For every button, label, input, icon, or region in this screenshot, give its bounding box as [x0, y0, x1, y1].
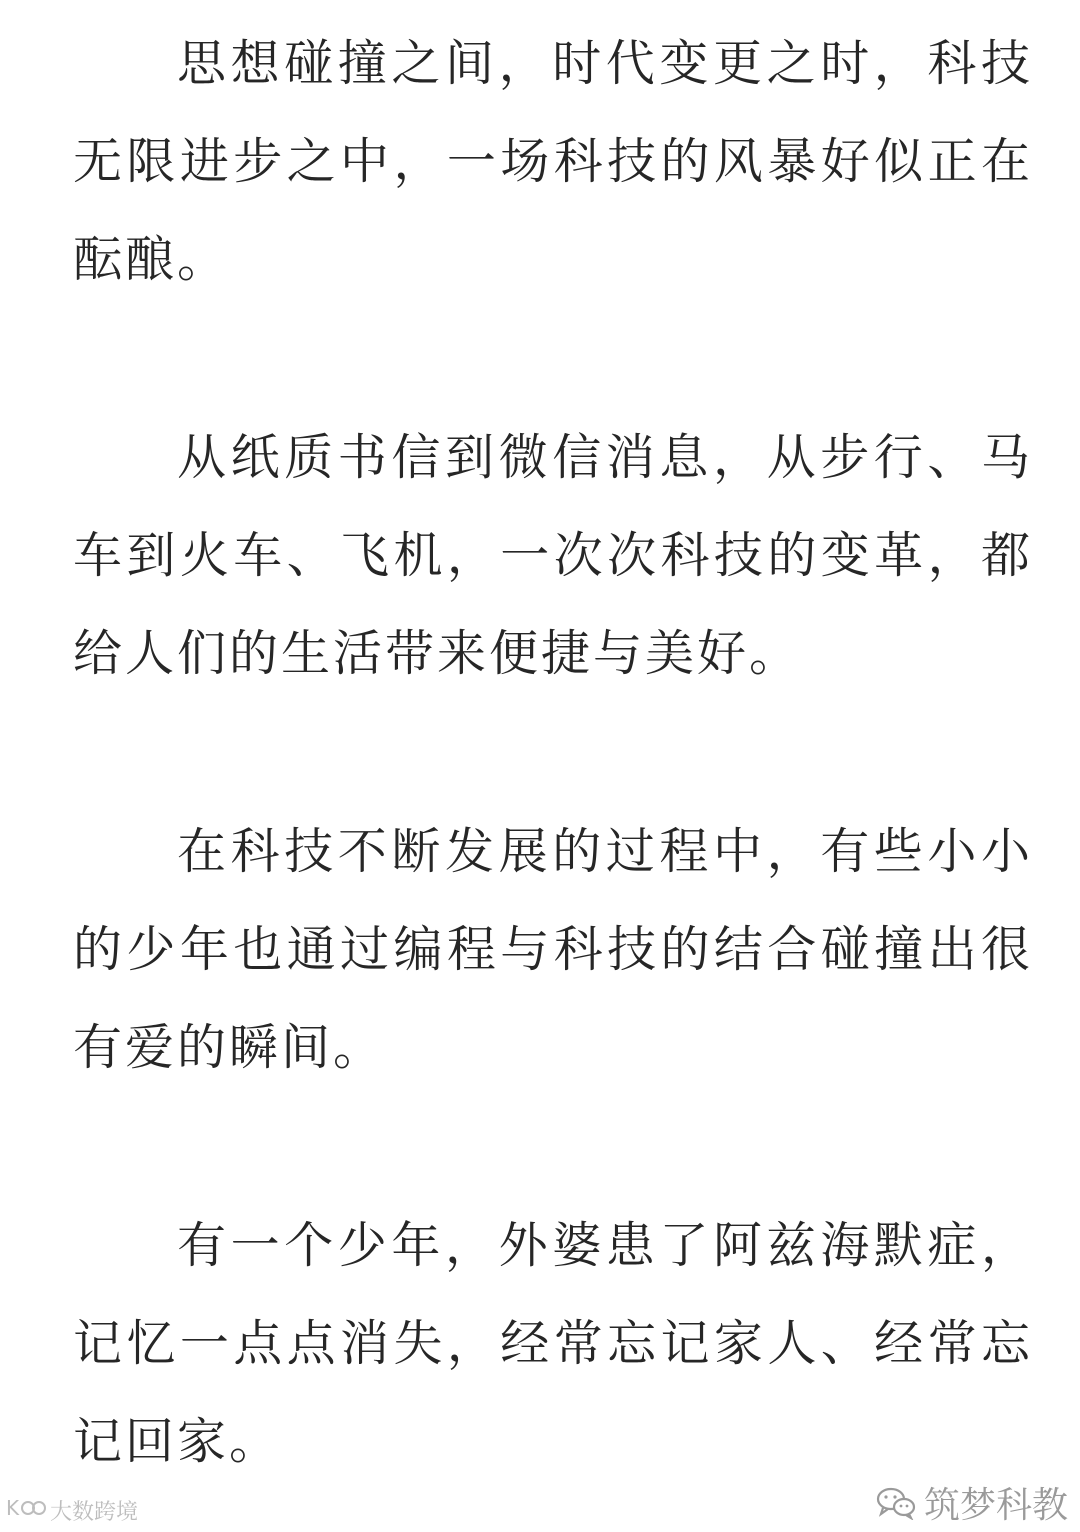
paragraph: 在科技不断发展的过程中，有些小小的少年也通过编程与科技的结合碰撞出很有爱的瞬间。 [73, 823, 1033, 1076]
circle-logo-icon [6, 1496, 46, 1526]
svg-text:K: K [6, 1495, 18, 1520]
paragraph: 有一个少年，外婆患了阿兹海默症，记忆一点点消失，经常忘记家人、经常忘记回家。 [73, 1217, 1033, 1470]
paragraph: 思想碰撞之间，时代变更之时，科技无限进步之中，一场科技的风暴好似正在酝酿。 [73, 35, 1033, 288]
paragraph: 从纸质书信到微信消息，从步行、马车到火车、飞机，一次次科技的变革，都给人们的生活带来便捷与美好。 [73, 429, 1033, 682]
source-watermark-text: 大数跨境 [50, 1500, 139, 1525]
article-body [73, 15, 1033, 1491]
source-watermark [6, 1495, 138, 1526]
account-watermark-text: 筑梦科教 [923, 1485, 1068, 1526]
account-watermark [876, 1477, 1068, 1528]
wechat-icon [876, 1486, 916, 1520]
